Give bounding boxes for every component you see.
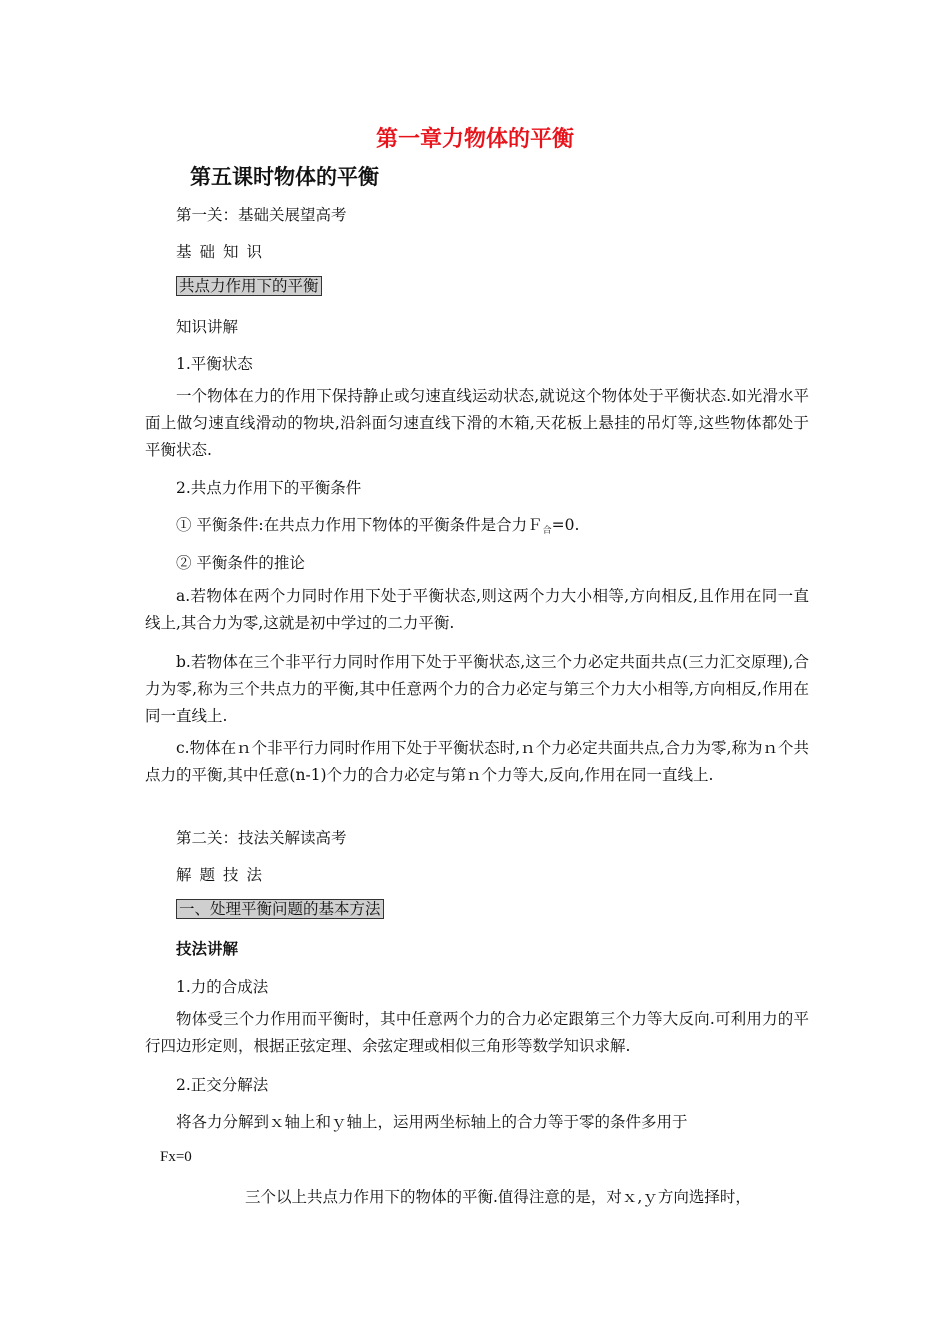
condition2: ② 平衡条件的推论 bbox=[176, 554, 305, 572]
lesson-title: 第五课时物体的平衡 bbox=[190, 165, 379, 189]
section2-heading: 第二关：技法关解读高考 bbox=[176, 829, 347, 847]
item2-title: 2.共点力作用下的平衡条件 bbox=[176, 479, 362, 497]
item1-title: 1.平衡状态 bbox=[176, 355, 253, 373]
condition1-text: ① 平衡条件:在共点力作用下物体的平衡条件是合力Ｆ bbox=[176, 516, 543, 534]
condition1-end: =0. bbox=[551, 516, 580, 534]
paragraph-b: b.若物体在三个非平行力同时作用下处于平衡状态,这三个力必定共面共点(三力汇交原理),合力为零,称为三个共点力的平衡,其中任意两个力的合力必定与第三个力大小相等,方向相反,作用在同一直线上. bbox=[145, 653, 809, 725]
method2-line: 将各力分解到ｘ轴上和ｙ轴上，运用两坐标轴上的合力等于零的条件多用于 bbox=[176, 1113, 688, 1131]
knowledge-label: 知识讲解 bbox=[176, 318, 239, 336]
section2-subheading: 解题技法 bbox=[176, 866, 271, 884]
method2-title: 2.正交分解法 bbox=[176, 1076, 269, 1094]
item1-paragraph: 一个物体在力的作用下保持静止或匀速直线运动状态,就说这个物体处于平衡状态.如光滑水平面上做匀速直线滑动的物块,沿斜面匀速直线下滑的木箱,天花板上悬挂的吊灯等,这些物体都处于平衡状态. bbox=[145, 387, 809, 459]
condition1 bbox=[176, 513, 579, 536]
boxed-topic: 共点力作用下的平衡 bbox=[176, 276, 322, 296]
section1-box-heading bbox=[176, 277, 322, 295]
technique-label: 技法讲解 bbox=[176, 940, 239, 958]
method2-continued: 三个以上共点力作用下的物体的平衡.值得注意的是，对ｘ,ｙ方向选择时， bbox=[245, 1188, 751, 1206]
paragraph-c: c.物体在ｎ个非平行力同时作用下处于平衡状态时,ｎ个力必定共面共点,合力为零,称为ｎ个共点力的平衡,其中任意(n-1)个力的合力必定与第ｎ个力等大,反向,作用在同一直线上. bbox=[145, 739, 809, 784]
paragraph-a: a.若物体在两个力同时作用下处于平衡状态,则这两个力大小相等,方向相反,且作用在同一直线上,其合力为零,这就是初中学过的二力平衡. bbox=[145, 587, 809, 632]
boxed-topic: 一、处理平衡问题的基本方法 bbox=[176, 899, 384, 919]
section1-subheading: 基础知识 bbox=[176, 243, 271, 261]
condition1-subscript: 合 bbox=[542, 526, 552, 536]
method1-title: 1.力的合成法 bbox=[176, 978, 269, 996]
equation-fx: Fx=0 bbox=[160, 1149, 192, 1165]
section1-heading: 第一关：基础关展望高考 bbox=[176, 206, 347, 224]
section2-box-heading bbox=[176, 900, 384, 918]
method1-paragraph: 物体受三个力作用而平衡时，其中任意两个力的合力必定跟第三个力等大反向.可利用力的平行四边形定则，根据正弦定理、余弦定理或相似三角形等数学知识求解. bbox=[145, 1010, 809, 1055]
chapter-title: 第一章力物体的平衡 bbox=[375, 127, 574, 152]
